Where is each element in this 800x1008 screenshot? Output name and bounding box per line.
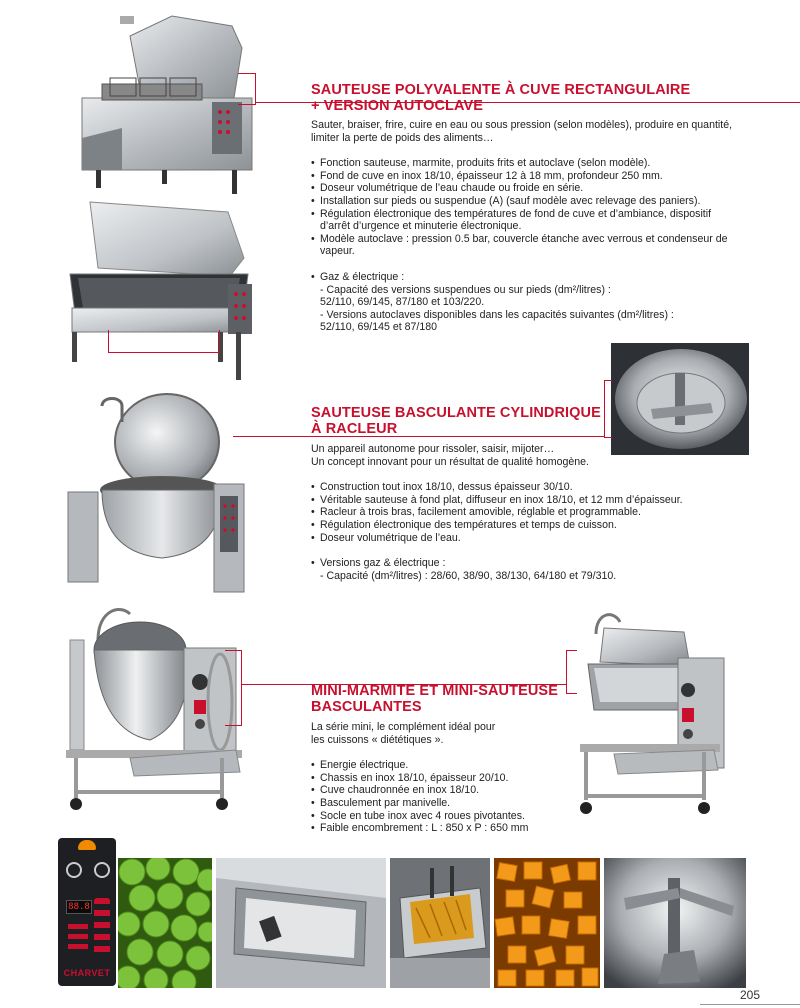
section1-body: [311, 119, 741, 334]
section1-cap1-values: 52/110, 69/145, 87/180 et 103/220.: [320, 296, 485, 309]
section1-bullet: • Fonction sauteuse, marmite, produits frits et autoclave (selon modèle).: [311, 157, 741, 170]
section2-bullet: • Construction tout inox 18/10, dessus épaisseur 30/10.: [311, 481, 731, 494]
section1-bullet: • Régulation électronique des températures de fond de cuve et d’ambiance, dispositif d’arrêt d’urgence et minuterie électronique.: [311, 208, 741, 233]
bracket-inset: [604, 380, 612, 438]
panel-buttons-left: [68, 924, 88, 954]
section3-bullet: • Socle en tube inox avec 4 roues pivotantes.: [311, 810, 571, 823]
section1-bullet: • Modèle autoclave : pression 0.5 bar, couvercle étanche avec verrous et condenseur de vapeur.: [311, 233, 741, 258]
racleur-detail-photo: [611, 343, 749, 455]
section1-intro: Sauter, braiser, frire, cuire en eau ou sous pression (selon modèles), produire en quantité, limiter la perte de poids des aliments…: [311, 119, 733, 144]
section1-energy: • Gaz & électrique :: [311, 271, 741, 284]
racleur-closeup-photo: [604, 858, 746, 988]
bracket-photo1: [238, 73, 256, 105]
diced-vegetables-photo: [494, 858, 600, 988]
section3-intro: La série mini, le complément idéal pour: [311, 721, 496, 733]
mini-marmite-photo: [60, 600, 250, 820]
control-panel-photo: [58, 838, 116, 986]
limes-photo: [118, 858, 212, 988]
section1-cap2-values: 52/110, 69/145 et 87/180: [320, 321, 438, 334]
section3-title: MINI-MARMITE ET MINI-SAUTEUSE BASCULANTES: [311, 683, 558, 715]
section3-bullet: • Faible encombrement : L : 850 x P : 650 mm: [311, 822, 571, 835]
bracket-photo2: [108, 330, 220, 353]
panel-buttons: [94, 898, 110, 958]
section2-title: SAUTEUSE BASCULANTE CYLINDRIQUE À RACLEUR: [311, 405, 601, 437]
section3-bullet: • Chassis en inox 18/10, épaisseur 20/10.: [311, 772, 571, 785]
section1-bullet: • Fond de cuve en inox 18/10, épaisseur 12 à 18 mm, profondeur 250 mm.: [311, 170, 741, 183]
section2-intro: Un appareil autonome pour rissoler, saisir, mijoter…: [311, 443, 555, 455]
bracket-photo5: [566, 650, 577, 694]
knob-icon: [66, 862, 82, 878]
section2-body: [311, 443, 731, 582]
section3-bullet: • Cuve chaudronnée en inox 18/10.: [311, 784, 571, 797]
section2-energy: • Versions gaz & électrique :: [311, 557, 731, 570]
section1-title: SAUTEUSE POLYVALENTE À CUVE RECTANGULAIRE + VERSION AUTOCLAVE: [311, 82, 691, 114]
section1-cap2: - Versions autoclaves disponibles dans les capacités suivantes (dm²/litres) :: [320, 308, 674, 321]
section3-bullet: • Energie électrique.: [311, 759, 571, 772]
panel-display: 88.8: [66, 900, 92, 914]
bracket-photo4: [225, 650, 242, 726]
section1-bullet: • Doseur volumétrique de l’eau chaude ou froide en série.: [311, 182, 741, 195]
fryer-photo: [390, 858, 490, 988]
basin-photo: [216, 858, 386, 988]
knob-icon: [94, 862, 110, 878]
sauteuse-ouverte-photo: [58, 198, 258, 386]
section1-bullet: • Installation sur pieds ou suspendue (A) (sauf modèle avec relevage des paniers).: [311, 195, 741, 208]
section3-body: [311, 721, 571, 835]
sauteuse-rectangulaire-photo: [62, 8, 272, 208]
section3-intro: les cuissons « diététiques ».: [311, 733, 444, 746]
section3-bullet: • Basculement par manivelle.: [311, 797, 571, 810]
brand-logo: CHARVET: [63, 968, 111, 978]
section2-intro: Un concept innovant pour un résultat de qualité homogène.: [311, 455, 589, 468]
page-number: 205: [740, 988, 761, 1002]
section2-bullet: • Doseur volumétrique de l’eau.: [311, 532, 731, 545]
mini-sauteuse-photo: [574, 604, 734, 828]
section2-cap1: - Capacité (dm²/litres) : 28/60, 38/90, 38/130, 64/180 et 79/310.: [320, 569, 617, 582]
section1-cap1: - Capacité des versions suspendues ou sur pieds (dm²/litres) :: [320, 283, 611, 296]
warning-light-icon: [78, 840, 96, 850]
section2-bullet: • Racleur à trois bras, facilement amovible, réglable et programmable.: [311, 506, 731, 519]
footer-rule: [700, 1004, 800, 1005]
section2-bullet: • Véritable sauteuse à fond plat, diffuseur en inox 18/10, et 12 mm d’épaisseur.: [311, 494, 731, 507]
sauteuse-cylindrique-photo: [62, 392, 252, 612]
section2-bullet: • Régulation électronique des températures et temps de cuisson.: [311, 519, 731, 532]
